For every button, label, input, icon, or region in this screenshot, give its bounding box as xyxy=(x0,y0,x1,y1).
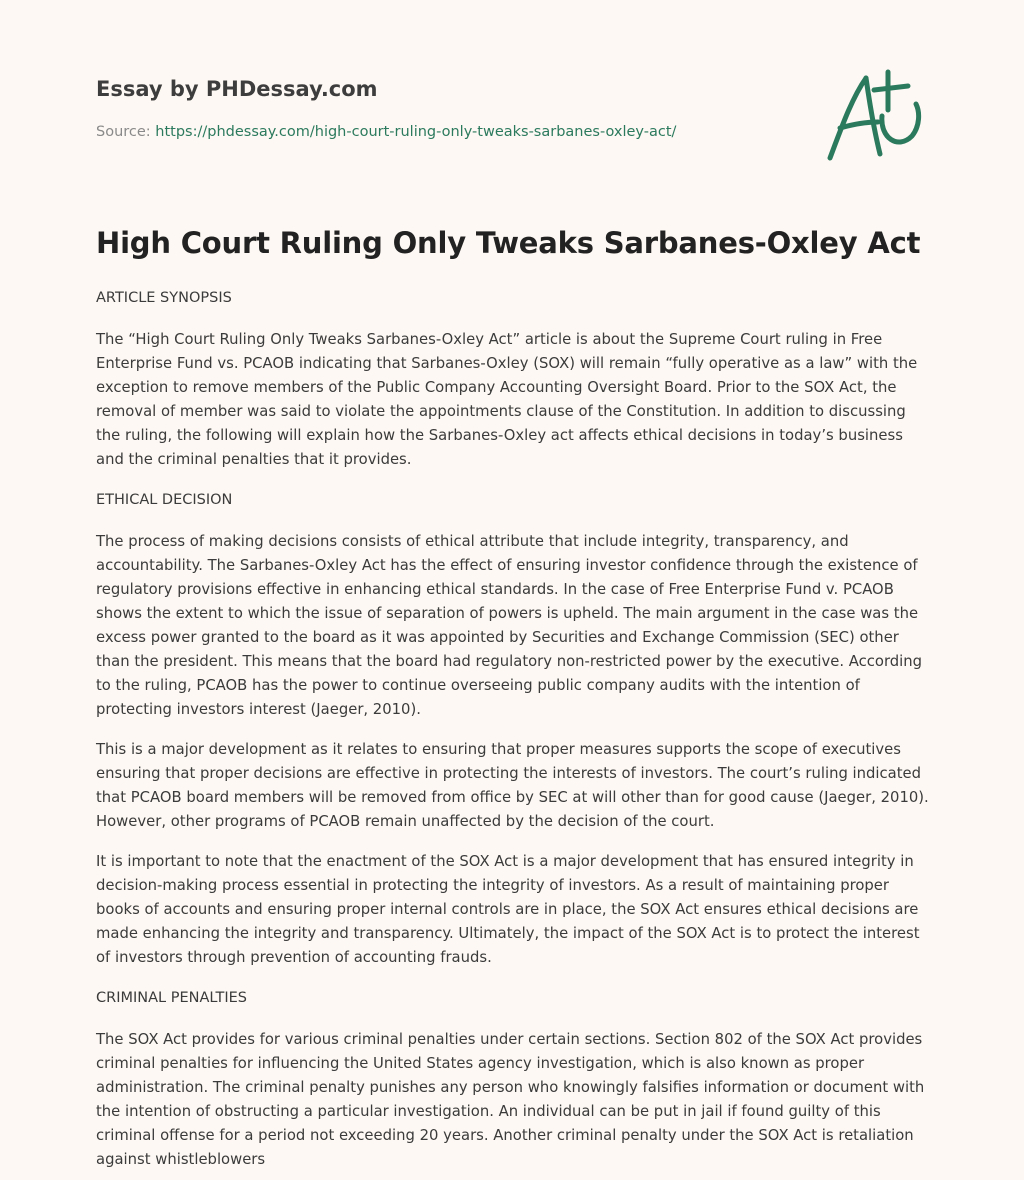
paragraph: This is a major development as it relates to ensuring that proper measures supports the scope of executives ensuring that proper decisions are effective in protecting the interests of investors. The court’s ruling indicated that PCAOB board members will be removed from office by SEC at will other than for good cause (Jaeger, 2010). However, other programs of PCAOB remain unaffected by the decision of the court. xyxy=(96,741,929,830)
site-brand: Essay by PHDessay.com xyxy=(96,77,378,101)
paragraph: The SOX Act provides for various criminal penalties under certain sections. Section 802 of the SOX Act provides criminal penalties for influencing the United States agency investigation, which is also known as proper administration. The criminal penalty punishes any person who knowingly falsifies information or document with the intention of obstructing a particular investigation. An individual can be put in jail if found guilty of this criminal offense for a period not exceeding 20 years. Another criminal penalty under the SOX Act is retaliation against whistleblowers xyxy=(96,1031,925,1168)
source-line xyxy=(96,124,676,140)
section-heading-synopsis: ARTICLE SYNOPSIS xyxy=(96,290,232,306)
section-heading-ethical-decision: ETHICAL DECISION xyxy=(96,492,233,508)
a-plus-logo-icon xyxy=(820,66,930,166)
paragraph: It is important to note that the enactment of the SOX Act is a major development that has ensured integrity in decision-making process essential in protecting the integrity of investors. As a result of maintaining proper books of accounts and ensuring proper internal controls are in place, the SOX Act ensures ethical decisions are made enhancing the integrity and transparency. Ultimately, the impact of the SOX Act is to protect the interest of investors through prevention of accounting frauds. xyxy=(96,853,920,966)
paragraph: The “High Court Ruling Only Tweaks Sarbanes-Oxley Act” article is about the Supreme Court ruling in Free Enterprise Fund vs. PCAOB indicating that Sarbanes-Oxley (SOX) will remain “fully operative as a law” with the exception to remove members of the Public Company Accounting Oversight Board. Prior to the SOX Act, the removal of member was said to violate the appointments clause of the Constitution. In addition to discussing the ruling, the following will explain how the Sarbanes-Oxley act affects ethical decisions in today’s business and the criminal penalties that it provides. xyxy=(96,331,918,468)
paragraph: The process of making decisions consists of ethical attribute that include integrity, transparency, and accountability. The Sarbanes-Oxley Act has the effect of ensuring investor confidence through the existence of regulatory provisions effective in enhancing ethical standards. In the case of Free Enterprise Fund v. PCAOB shows the extent to which the issue of separation of powers is upheld. The main argument in the case was the excess power granted to the board as it was appointed by Securities and Exchange Commission (SEC) other than the president. This means that the board had regulatory non-restricted power by the executive. According to the ruling, PCAOB has the power to continue overseeing public company audits with the intention of protecting investors interest (Jaeger, 2010). xyxy=(96,533,923,718)
essay-title: High Court Ruling Only Tweaks Sarbanes-Oxley Act xyxy=(96,226,921,260)
source-link[interactable]: https://phdessay.com/high-court-ruling-only-tweaks-sarbanes-oxley-act/ xyxy=(155,124,677,140)
essay-body xyxy=(96,286,932,1180)
section-heading-criminal-penalties: CRIMINAL PENALTIES xyxy=(96,990,247,1006)
source-label: Source: xyxy=(96,124,151,140)
